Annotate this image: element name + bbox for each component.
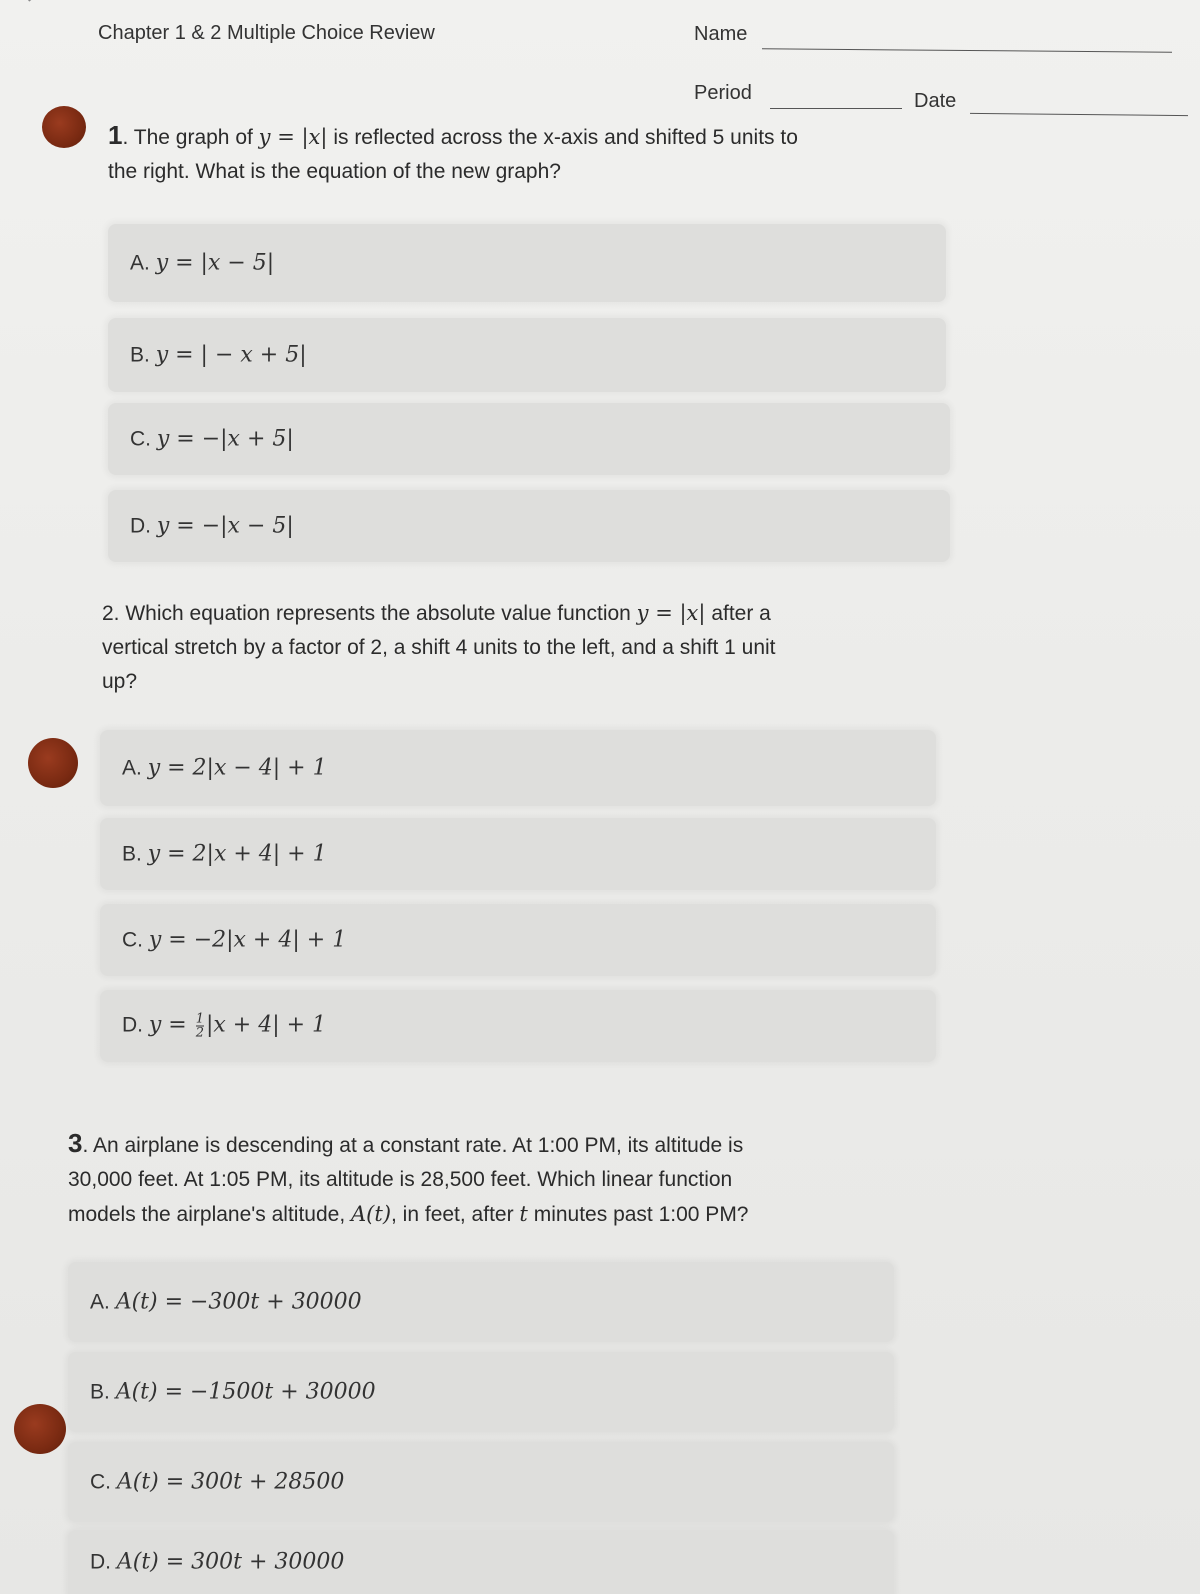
question-1-number: 1	[108, 120, 123, 150]
question-2	[102, 596, 962, 699]
q2-option-a[interactable]	[100, 730, 936, 806]
q2-option-c-label: C. y = −2|x + 4| + 1	[122, 927, 347, 953]
question-2-text-line2: vertical stretch by a factor of 2, a shift 4 units to the left, and a shift 1 unit	[102, 636, 776, 659]
question-2-text-line3: up?	[102, 670, 138, 693]
q1-option-b-label: B. y = | − x + 5|	[130, 342, 307, 368]
question-3-math-a: A(t)	[351, 1202, 392, 1226]
period-label: Period	[694, 82, 752, 104]
date-blank[interactable]	[970, 113, 1188, 116]
q2-option-d[interactable]	[100, 990, 936, 1062]
question-2-text-b: after a	[705, 602, 771, 625]
question-1-text-b: is reflected across the x-axis and shifted 5 units to	[327, 126, 798, 149]
q2-option-d-label: D. y = $\frac{1}{2}$ |x + 4| + 1	[122, 1011, 327, 1041]
q3-option-a-label: A. A(t) = −300t + 30000	[90, 1289, 362, 1315]
q1-option-b[interactable]	[108, 318, 946, 392]
q3-option-c-label: C. A(t) = 300t + 28500	[90, 1469, 345, 1495]
q3-option-b-label: B. A(t) = −1500t + 30000	[90, 1379, 376, 1405]
q1-option-d-label: D. y = −|x − 5|	[130, 513, 294, 539]
q1-option-c[interactable]	[108, 403, 950, 475]
date-label: Date	[914, 90, 957, 112]
question-3-text-line3-a: models the airplane's altitude,	[68, 1203, 352, 1226]
question-3-text-line2: 30,000 feet. At 1:05 PM, its altitude is 28,500 feet. Which linear function	[68, 1168, 733, 1191]
selection-mark-q3[interactable]	[14, 1404, 66, 1454]
q2-option-b-label: B. y = 2|x + 4| + 1	[122, 841, 327, 867]
question-3-text-line3-b: , in feet, after	[391, 1203, 520, 1226]
q3-option-d[interactable]	[68, 1530, 894, 1594]
question-3-text-a: . An airplane is descending at a constant rate. At 1:00 PM, its altitude is	[82, 1134, 744, 1157]
pen-stroke	[28, 0, 77, 2]
selection-mark-q2[interactable]	[28, 738, 78, 788]
q3-option-d-label: D. A(t) = 300t + 30000	[90, 1549, 345, 1575]
period-blank[interactable]	[770, 108, 902, 109]
question-3-number: 3	[68, 1128, 83, 1158]
selection-mark-q1[interactable]	[42, 106, 86, 148]
q3-option-a[interactable]	[68, 1262, 894, 1342]
question-2-math: y = |x|	[636, 601, 706, 625]
q3-option-b[interactable]	[68, 1352, 894, 1432]
question-1	[108, 118, 988, 189]
question-1-text-line2: the right. What is the equation of the new graph?	[108, 160, 561, 183]
question-3-math-t: t	[519, 1202, 528, 1226]
worksheet-title: Chapter 1 & 2 Multiple Choice Review	[98, 22, 435, 44]
q1-option-a[interactable]	[108, 224, 946, 302]
question-3-text-line3-c: minutes past 1:00 PM?	[527, 1203, 749, 1226]
q2-option-c[interactable]	[100, 904, 936, 976]
question-2-text-a: Which equation represents the absolute value function	[119, 602, 637, 625]
question-3	[68, 1126, 948, 1232]
q2-option-a-label: A. y = 2|x − 4| + 1	[122, 755, 327, 781]
q3-option-c[interactable]	[68, 1442, 894, 1522]
name-label: Name	[694, 23, 748, 45]
question-2-number: 2.	[102, 602, 120, 625]
name-blank[interactable]	[762, 48, 1172, 53]
q1-option-a-label: A. y = |x − 5|	[130, 250, 275, 276]
q1-option-d[interactable]	[108, 490, 950, 562]
question-1-math: y = |x|	[258, 125, 328, 149]
question-1-text-a: . The graph of	[122, 126, 259, 149]
q1-option-c-label: C. y = −|x + 5|	[130, 426, 294, 452]
q2-option-b[interactable]	[100, 818, 936, 890]
